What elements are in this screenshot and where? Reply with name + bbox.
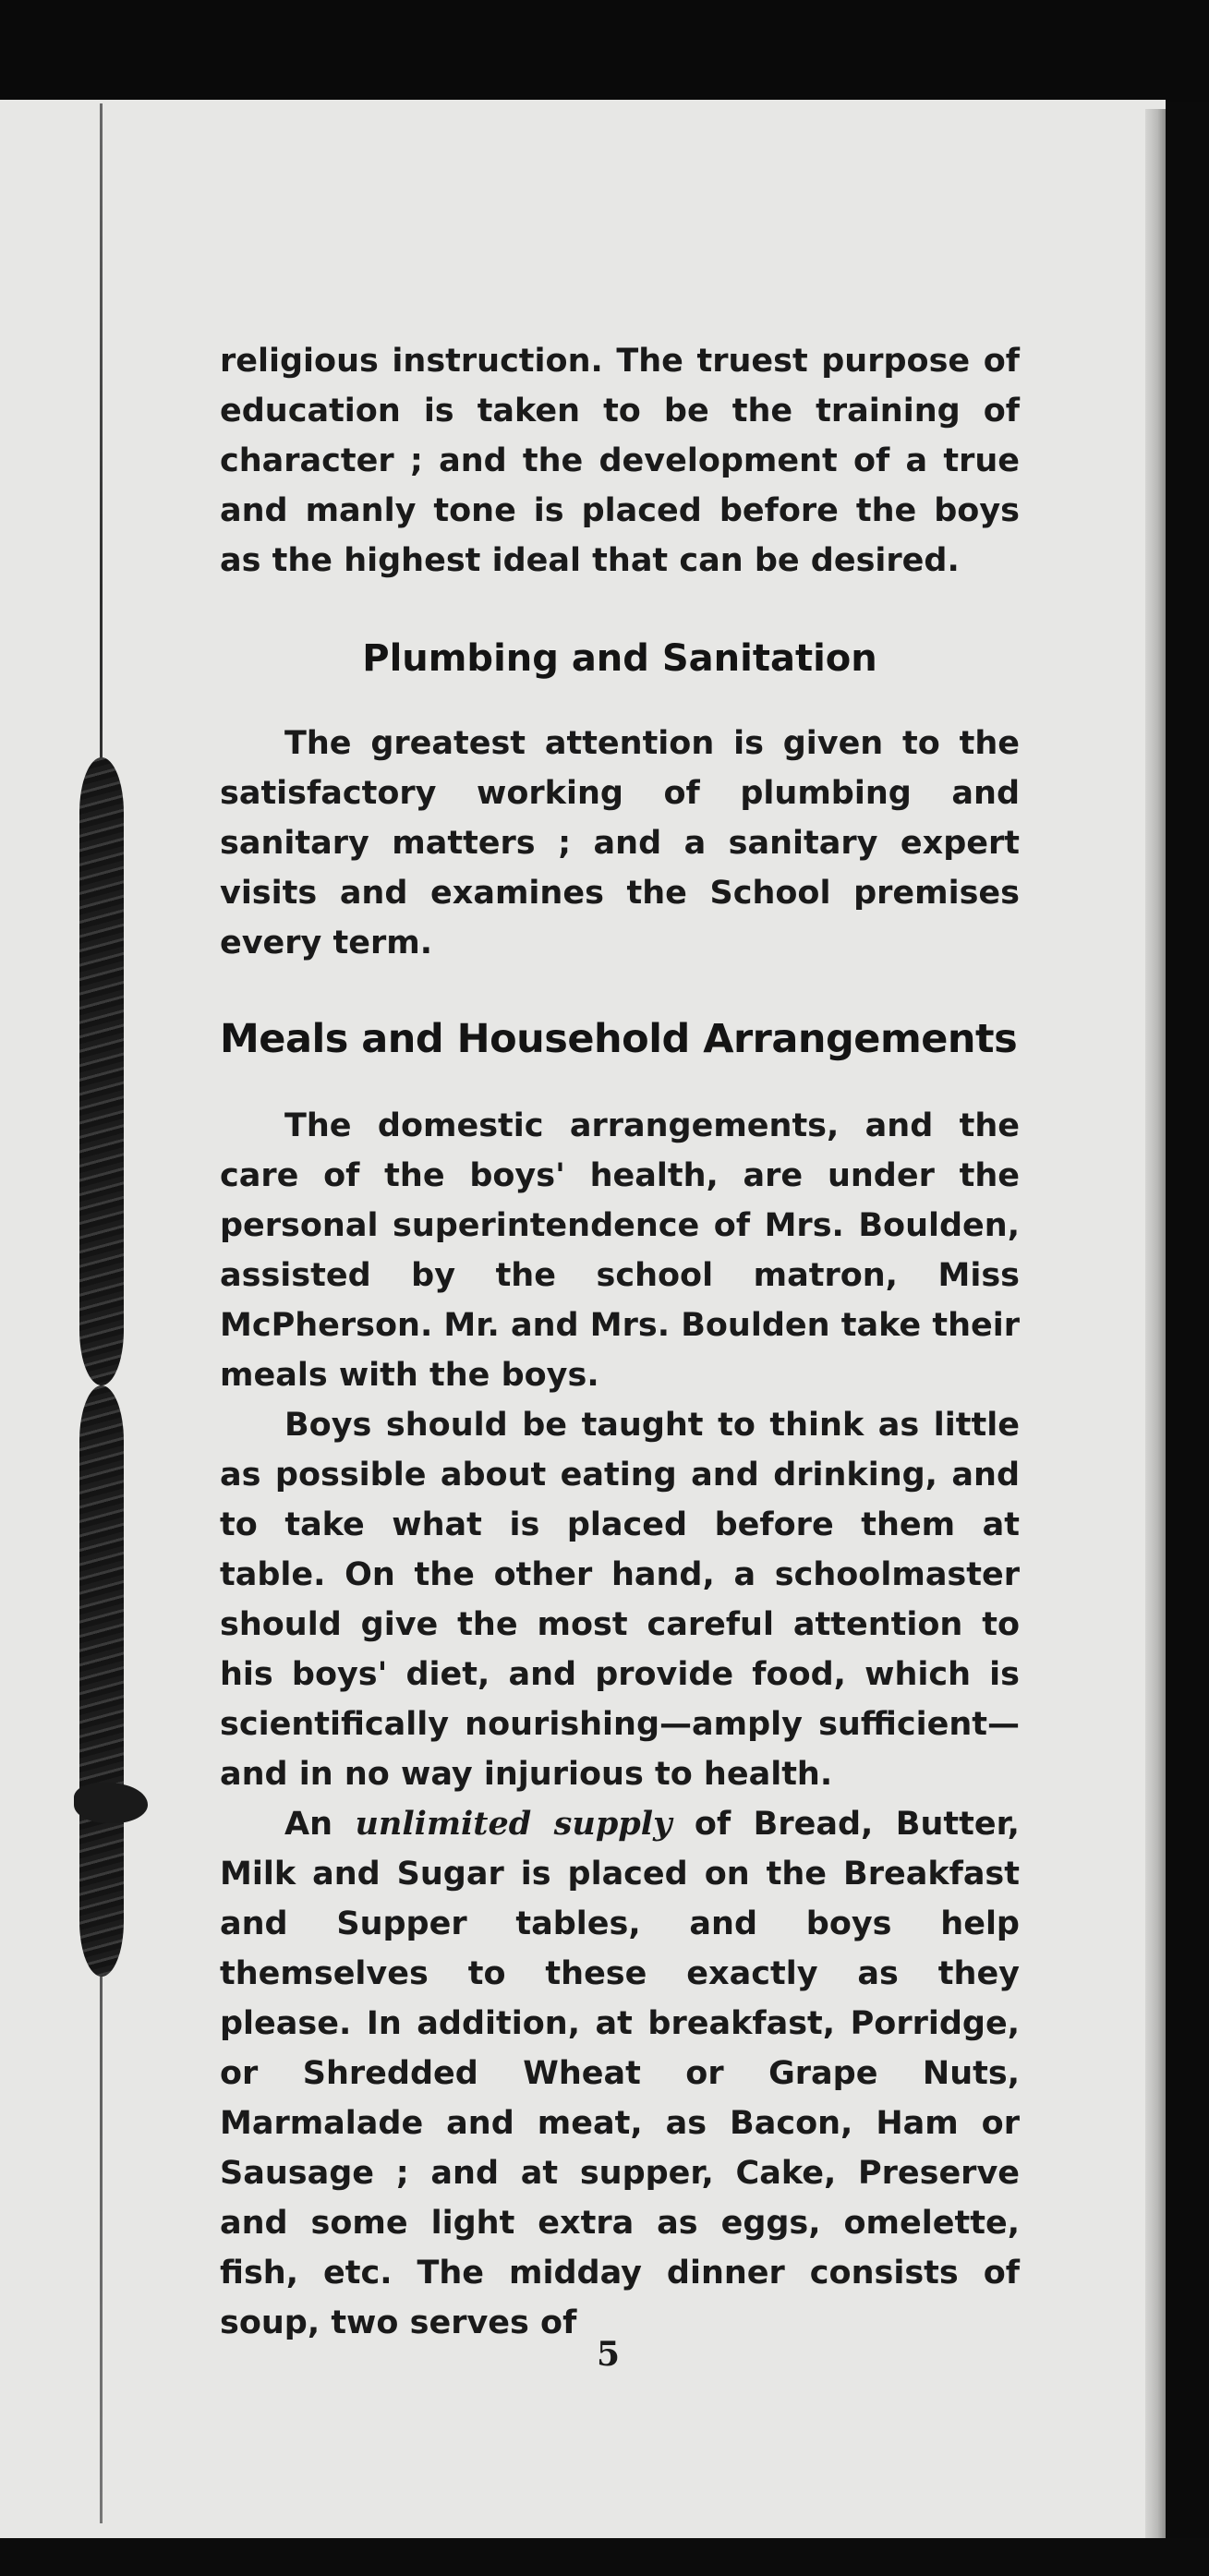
intro-paragraph: religious instruction. The truest purpose of education is taken to be the training of character ; and the development of a true and manly tone is placed before the boys as the highest ideal that can be desired. bbox=[220, 343, 1020, 579]
meals-paragraph-2: Boys should be taught to think as little as possible about eating and drinking, and to take what is placed before them at table. On the other hand, a schoolmaster should give the most careful attention to his boys' diet, and provide food, which is scientifically nourishing—amply sufficient—and in no way injurious to health. bbox=[220, 1407, 1020, 1793]
binding-ribbon-knot bbox=[74, 1783, 148, 1823]
plumbing-paragraph: The greatest attention is given to the satisfactory working of plumbing and sanitary matters ; and a sanitary expert visits and examines the School premises every term. bbox=[220, 725, 1020, 961]
plumbing-heading: Plumbing and Sanitation bbox=[362, 637, 877, 680]
unlimited-supply-emphasis: unlimited supply bbox=[355, 1805, 672, 1843]
binding-ribbon-lower bbox=[79, 1385, 124, 1977]
meals-paragraphs-block bbox=[220, 1101, 1020, 2348]
plumbing-paragraph-block bbox=[220, 719, 1020, 968]
scan-bottom-border bbox=[0, 2538, 1209, 2576]
meals-heading: Meals and Household Arrangements bbox=[220, 1016, 1018, 1062]
intro-paragraph-block bbox=[220, 336, 1020, 586]
page-edge bbox=[1145, 109, 1166, 2538]
binding-ribbon-upper bbox=[79, 757, 124, 1385]
meals-paragraph-3-start: An bbox=[284, 1806, 356, 1843]
page-number: 5 bbox=[597, 2335, 621, 2374]
meals-paragraph-1: The domestic arrangements, and the care of the boys' health, are under the personal superintendence of Mrs. Boulden, assisted by the school matron, Miss McPherson. Mr. and Mrs. Boulden take their meals with the boys. bbox=[220, 1107, 1020, 1394]
meals-paragraph-3 bbox=[220, 1799, 1020, 2348]
meals-paragraph-3-rest: of Bread, Butter, Milk and Sugar is placed on the Breakfast and Supper tables, and boys help themselves to these exactly as they please. In addition, at breakfast, Porridge, or Shredded Wheat or Grape Nuts, Marmalade and meat, as Bacon, Ham or Sausage ; and at supper, Cake, Preserve and some light extra as eggs, omelette, fish, etc. The midday dinner consists of soup, two serves of bbox=[220, 1806, 1020, 2341]
scan-top-border bbox=[0, 0, 1209, 102]
